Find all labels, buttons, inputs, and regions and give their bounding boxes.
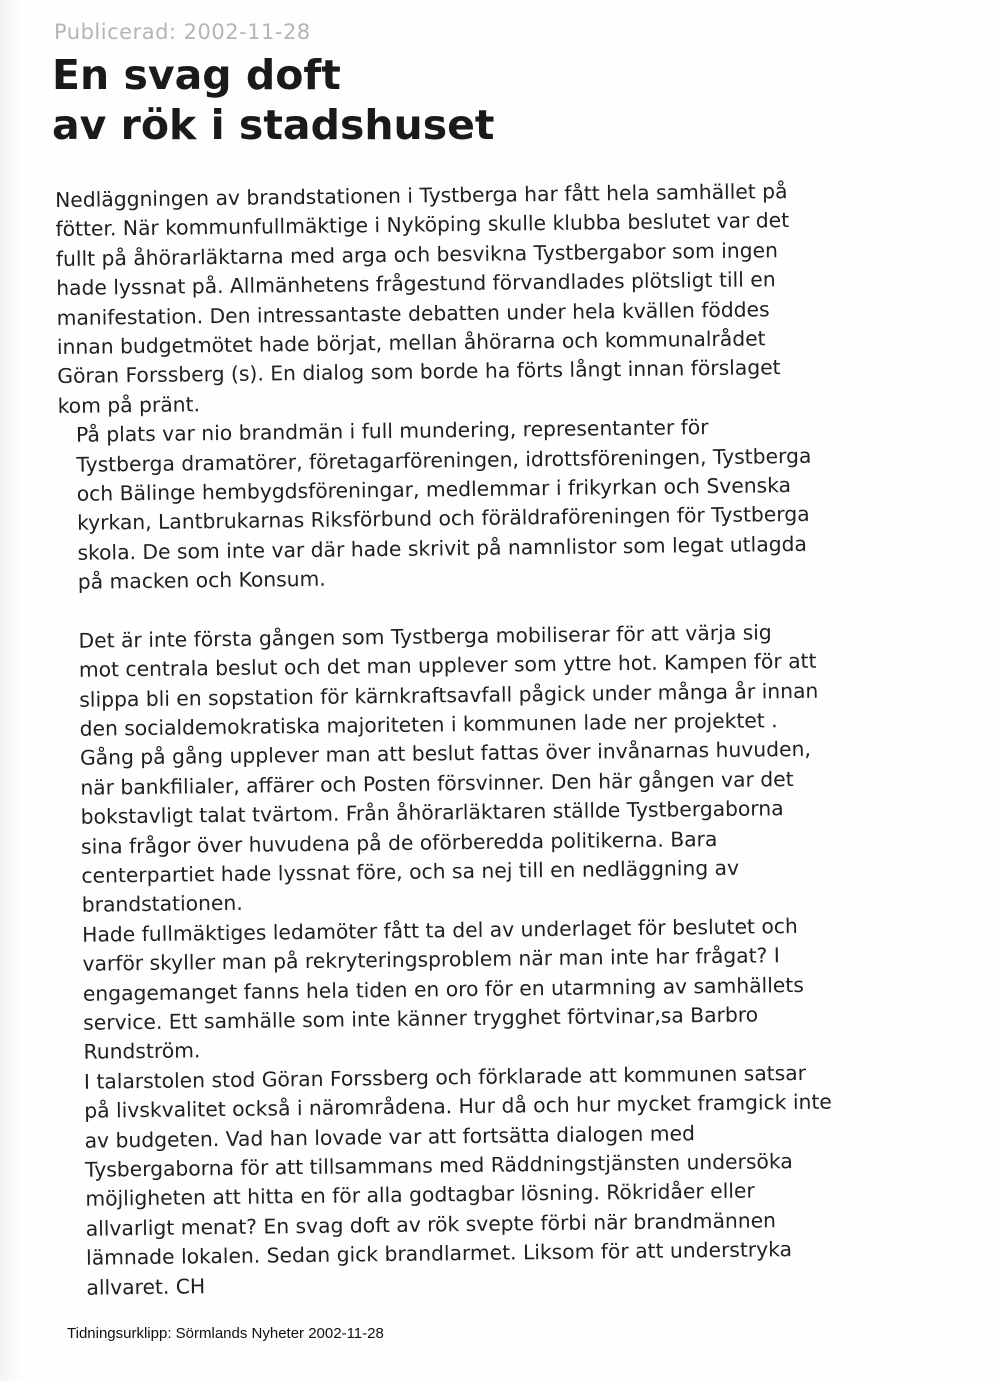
article-line: varför skyller man på rekryteringsproblem när man inte har frågat? I <box>82 943 780 976</box>
article-line: Det är inte första gången som Tystberga mobiliserar för att värja sig <box>78 619 772 653</box>
article-line: Göran Forssberg (s). En dialog som borde ha förts långt innan förslaget <box>57 355 781 389</box>
article-line: service. Ett samhälle som inte känner trygghet förtvinar,sa Barbro <box>83 1002 759 1035</box>
article-line: På plats var nio brandmän i full mundering, representanter för <box>75 415 709 448</box>
article-line: Gång på gång upplever man att beslut fattas över invånarnas huvuden, <box>79 737 811 771</box>
headline-line: av rök i stadshuset <box>52 101 495 149</box>
article-line: brandstationen. <box>81 891 243 918</box>
article-line: Hade fullmäktiges ledamöter fått ta del av underlaget för beslutet och <box>81 913 798 947</box>
headline-line: En svag doft <box>52 51 341 99</box>
article-paragraph <box>58 410 975 598</box>
article-line: bokstavligt talat tvärtom. Från åhörarläktaren ställde Tystbergaborna <box>80 796 784 829</box>
article-line: sina frågor över huvudena på de oförberedda politikerna. Bara <box>80 826 718 859</box>
article-line: Nedläggningen av brandstationen i Tystberga har fått hela samhället på <box>55 179 788 212</box>
article-line: manifestation. Den intressantaste debatten under hela kvällen föddes <box>56 296 770 330</box>
article-line: slippa bli en sopstation för kärnkraftsavfall pågick under många år innan <box>79 678 819 712</box>
article-paragraph <box>64 910 981 1068</box>
article-paragraph <box>55 175 973 421</box>
article-line: och Bälinge hembygdsföreningar, medlemmar i frikyrkan och Svenska <box>76 473 792 506</box>
article-line: på macken och Konsum. <box>77 567 326 595</box>
published-date: Publicerad: 2002-11-28 <box>54 20 311 44</box>
article-paragraph <box>60 615 979 920</box>
article-line: mot centrala beslut och det man upplever som yttre hot. Kampen för att <box>78 648 817 682</box>
article-line: den socialdemokratiska majoriteten i kommunen lade ner projektet . <box>79 708 778 741</box>
article-line: Rundström. <box>83 1038 201 1065</box>
article-line: fötter. När kommunfullmäktige i Nyköping skulle klubba beslutet var det <box>55 208 790 242</box>
article-line: skola. De som inte var där hade skrivit på namnlistor som legat utlagda <box>77 531 807 565</box>
clipping-caption: Tidningsurklipp: Sörmlands Nyheter 2002-11-28 <box>67 1325 384 1342</box>
article-line: Tystberga dramatörer, företagarföreningen, idrottsföreningen, Tystberga <box>76 443 812 477</box>
article-line: när bankfilialer, affärer och Posten försvinner. Den här gången var det <box>80 766 794 800</box>
article-line: möjligheten att hitta en för alla godtagbar lösning. Rökridåer eller <box>85 1178 755 1212</box>
article-body <box>55 175 984 1303</box>
article-line: kom på pränt. <box>57 392 201 418</box>
scan-shadow-edge <box>0 0 22 1381</box>
article-line: allvaret. CH <box>86 1273 206 1300</box>
article-line: engagemanget fanns hela tiden en oro för en utarmning av samhällets <box>82 972 804 1006</box>
article-line: hade lyssnat på. Allmänhetens frågestund förvandlades plötsligt till en <box>56 267 776 301</box>
article-line: Tysbergaborna för att tillsammans med Räddningstjänsten undersöka <box>84 1149 793 1182</box>
article-line: innan budgetmötet hade börjat, mellan åhörarna och kommunalrådet <box>56 326 766 360</box>
article-line: av budgeten. Vad han lovade var att fortsätta dialogen med <box>84 1120 696 1153</box>
article-paragraph <box>66 1057 984 1303</box>
article-line: fullt på åhörarläktarna med arga och besvikna Tystbergabor som ingen <box>55 237 779 271</box>
headline <box>52 50 652 150</box>
article-line: på livskvalitet också i närområdena. Hur då och hur mycket framgick inte <box>84 1089 832 1123</box>
article-line: centerpartiet hade lyssnat före, och sa nej till en nedläggning av <box>81 855 740 888</box>
article-line: I talarstolen stod Göran Forssberg och förklarade att kommunen satsar <box>83 1060 807 1094</box>
article-line: allvarligt menat? En svag doft av rök svepte förbi när brandmännen <box>85 1208 777 1241</box>
article-line: lämnade lokalen. Sedan gick brandlarmet. Liksom för att understryka <box>85 1237 793 1270</box>
article-line: kyrkan, Lantbrukarnas Riksförbund och föräldraföreningen för Tystberga <box>76 502 810 536</box>
